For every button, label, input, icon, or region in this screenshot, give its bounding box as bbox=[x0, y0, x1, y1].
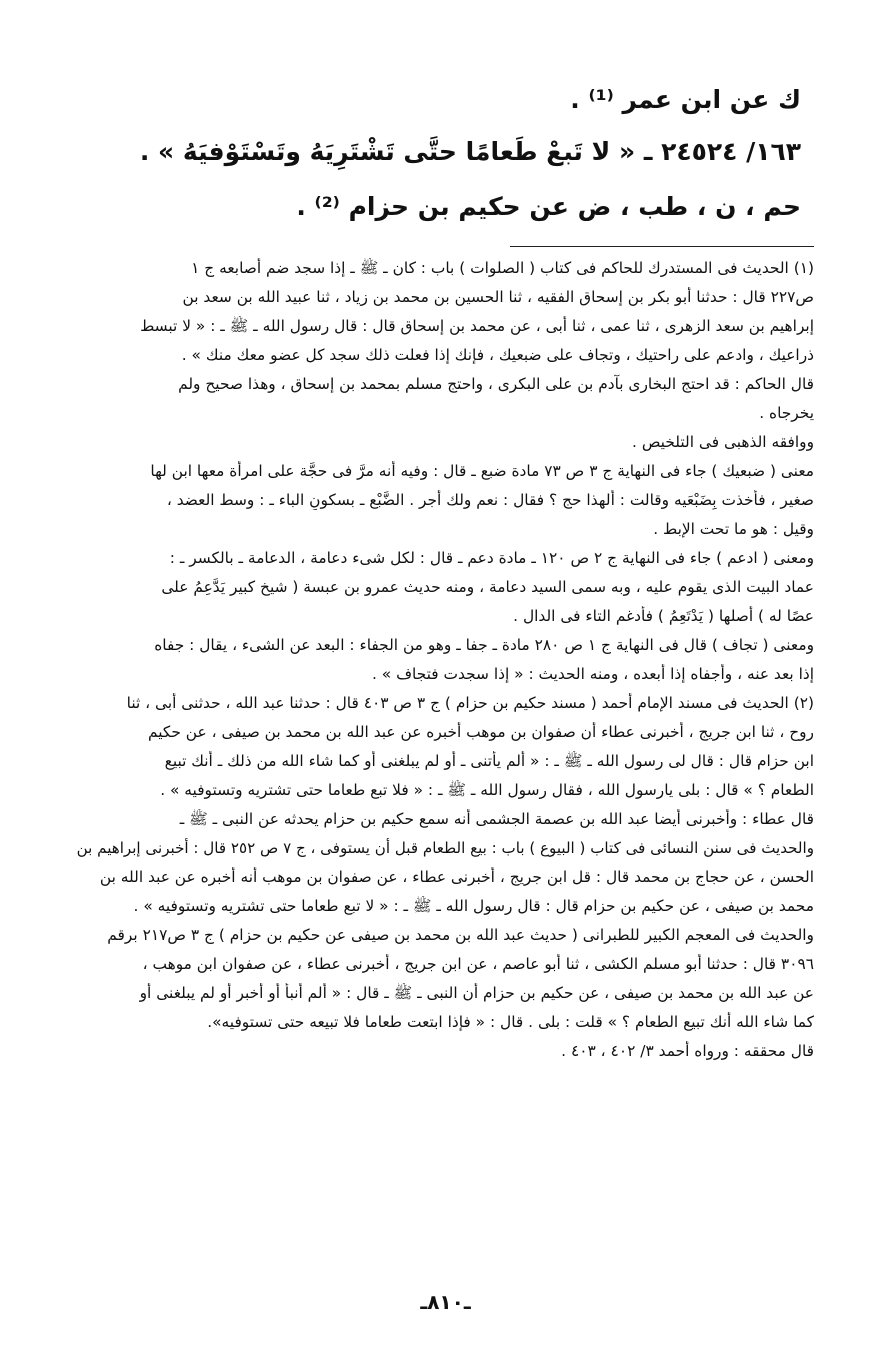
footnote-line: ٣٠٩٦ قال : حدثنا أبو مسلم الكشى ، ثنا أبو عاصم ، عن ابن جريج ، أخبرنى عطاء ، عن صفوان ابن موهب ، bbox=[142, 955, 814, 973]
footnote-line: عن عبد الله بن محمد بن صيفى ، عن حكيم بن حزام أن النبى ـ ﷺ ـ قال : « ألم أنبأ أو أخبر أو لم يبلغنى أو bbox=[139, 984, 814, 1002]
footnote-line: الحسن ، عن حجاج بن محمد قال : قل ابن جريج ، أخبرنى عطاء ، عن صفوان بن موهب أنه أخبره عن عبد الله بن bbox=[99, 868, 814, 886]
footnote-line: معنى ( ضبعيك ) جاء فى النهاية ج ٣ ص ٧٣ مادة ضبع ـ قال : وفيه أنه مرَّ فى حجَّة على امرأة معها ابن لها bbox=[150, 462, 814, 480]
footnote-line: والحديث فى سنن النسائى فى كتاب ( البيوع ) باب : بيع الطعام قبل أن يستوفى ، ج ٧ ص ٢٥٢ قال : أخبرنى إبراهيم بن bbox=[76, 839, 814, 857]
footnote-line: عماد البيت الذى يقوم عليه ، وبه سمى السيد دعامة ، ومنه حديث عمرو بن عبسة ( شيخ كبير يَدَّعِمُ على bbox=[161, 578, 814, 596]
hadith-text-line: ١٦٣/ ٢٤٥٢٤ ـ « لا تَبعْ طَعامًا حتَّى تَشْتَرِيَهُ وتَسْتَوْفيَهُ » . bbox=[139, 137, 801, 166]
footnote-line: ذراعيك ، وادعم على راحتيك ، وتجاف على ضبعيك ، فإنك إذا فعلت ذلك سجد كل عضو معك منك » . bbox=[181, 346, 814, 364]
footnote-line: قال الحاكم : قد احتج البخارى بآدم بن على البكرى ، واحتج مسلم بمحمد بن إسحاق ، وهذا صحيح ولم bbox=[178, 375, 814, 393]
footnote-line: عصًا له ) أصلها ( يَدْتَعِمُ ) فأدغم التاء فى الدال . bbox=[513, 607, 814, 625]
footnote-line: ومعنى ( ادعم ) جاء فى النهاية ج ٢ ص ١٢٠ ـ مادة دعم ـ قال : لكل شىء دعامة ، الدعامة ـ بالكسر ـ : bbox=[169, 549, 814, 567]
footnote-line: روح ، ثنا ابن جريج ، أخبرنى عطاء أن صفوان بن موهب أخبره عن عبد الله بن محمد بن صيفى ، عن حكيم bbox=[148, 723, 814, 741]
page-number: ـ٨١٠ـ bbox=[420, 1290, 471, 1314]
footnote-line: كما شاء الله أنك تبيع الطعام ؟ » قلت : بلى . قال : « فإذا ابتعت طعاما فلا تبيعه حتى تستوفيه». bbox=[207, 1013, 814, 1031]
footnote-line: محمد بن صيفى ، عن حكيم بن حزام قال : قال رسول الله ـ ﷺ ـ : « لا تبع طعاما حتى تشتريه وتستوفيه » . bbox=[133, 897, 814, 915]
main-text-line-3: حم ، ن ، طب ، ض عن حكيم بن حزام ⁽²⁾ . bbox=[296, 192, 801, 221]
footnote-line: الطعام ؟ » قال : بلى يارسول الله ، فقال رسول الله ـ ﷺ ـ : « فلا تبع طعاما حتى تشتريه وتستوفيه » . bbox=[160, 781, 814, 799]
footnote-line: يخرجاه . bbox=[759, 404, 814, 422]
footnote-line: ومعنى ( تجاف ) قال فى النهاية ج ١ ص ٢٨٠ مادة ـ جفا ـ وهو من الجفاء : البعد عن الشىء ، يقال : جفاه bbox=[154, 636, 814, 654]
main-text-line-1: ك عن ابن عمر ⁽¹⁾ . bbox=[570, 85, 801, 114]
footnote-line: (١) الحديث فى المستدرك للحاكم فى كتاب ( الصلوات ) باب : كان ـ ﷺ ـ إذا سجد ضم أصابعه ج ١ bbox=[191, 259, 814, 277]
footnote-line: إذا بعد عنه ، وأجفاه إذا أبعده ، ومنه الحديث : « إذا سجدت فتجاف » . bbox=[371, 665, 814, 683]
footnote-line: ابن حزام قال : قال لى رسول الله ـ ﷺ ـ : « ألم يأتنى ـ أو لم يبلغنى أو كما شاء الله من ذلك ـ أنك تبيع bbox=[164, 752, 814, 770]
footnote-line: وقيل : هو ما تحت الإبط . bbox=[653, 520, 814, 538]
footnote-line: ووافقه الذهبى فى التلخيص . bbox=[632, 433, 814, 451]
footnote-line: ص٢٢٧ قال : حدثنا أبو بكر بن إسحاق الفقيه ، ثنا الحسين بن محمد بن زياد ، ثنا عبيد الله بن سعد بن bbox=[182, 288, 814, 306]
footnote-line: (٢) الحديث فى مسند الإمام أحمد ( مسند حكيم بن حزام ) ج ٣ ص ٤٠٣ قال : حدثنا عبد الله ، حدثنى أبى ، ثنا bbox=[126, 694, 814, 712]
footnote-separator bbox=[510, 246, 814, 247]
footnote-line: قال عطاء : وأخبرنى أيضا عبد الله بن عصمة الجشمى أنه سمع حكيم بن حزام يحدثه عن النبى ـ ﷺ ـ bbox=[179, 810, 814, 828]
footnote-line: قال محققه : ورواه أحمد ٣/ ٤٠٢ ، ٤٠٣ . bbox=[561, 1042, 814, 1060]
footnote-line: إبراهيم بن سعد الزهرى ، ثنا عمى ، ثنا أبى ، عن محمد بن إسحاق قال : قال رسول الله ـ ﷺ ـ : « لا تبسط bbox=[140, 317, 814, 335]
footnote-line: والحديث فى المعجم الكبير للطبرانى ( حديث عبد الله بن محمد بن صيفى عن حكيم بن حزام ) ج ٣ ص٢١٧ برقم bbox=[107, 926, 814, 944]
footnote-line: صغير ، فأخذت بِضَبْعَيه وقالت : ألهذا حج ؟ فقال : نعم ولك أجر . الضَّبْع ـ بسكونِ الباء ـ : وسط العضد ، bbox=[166, 491, 814, 509]
